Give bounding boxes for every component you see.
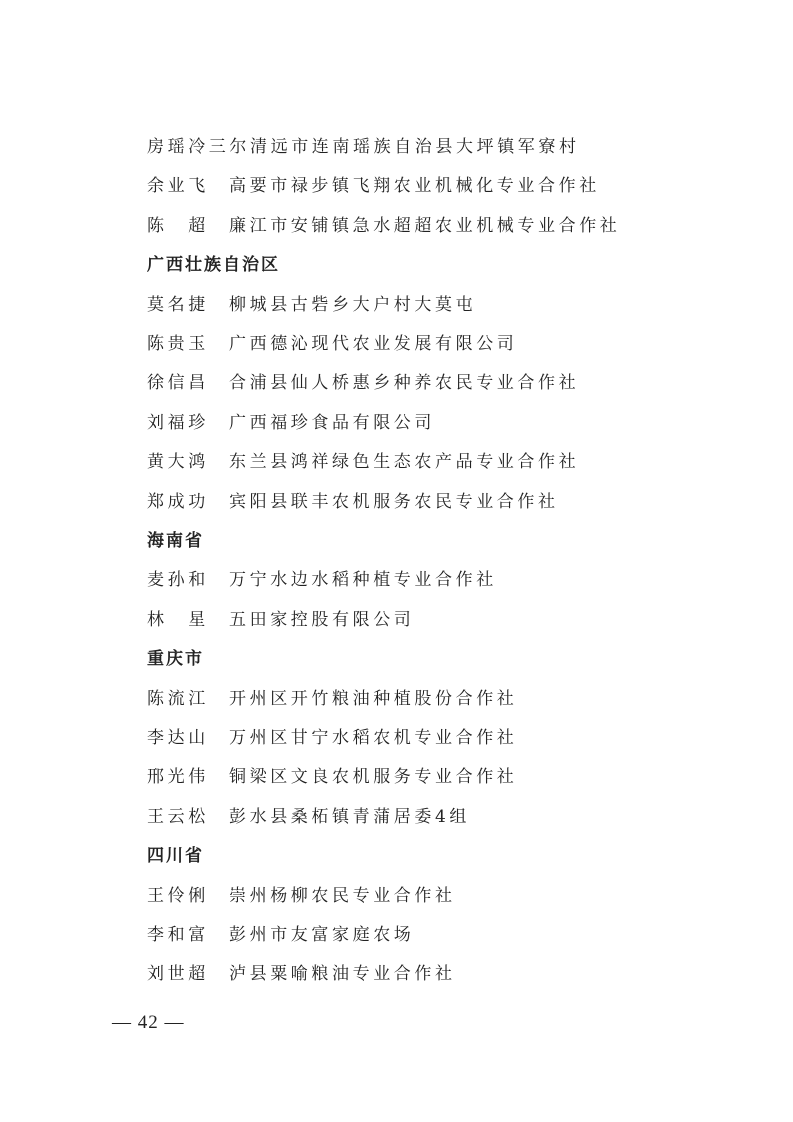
list-item	[147, 568, 497, 592]
organization-name: 合浦县仙人桥惠乡种养农民专业合作社	[229, 373, 580, 394]
list-item	[147, 450, 580, 474]
region-heading	[147, 253, 280, 277]
region-heading-text: 海南省	[147, 531, 204, 551]
list-item	[147, 608, 415, 632]
region-heading-text: 广西壮族自治区	[147, 255, 280, 276]
list-item	[147, 135, 580, 159]
organization-name: 广西福珍食品有限公司	[229, 412, 435, 433]
organization-name: 宾阳县联丰农机服务农民专业合作社	[229, 491, 559, 512]
person-name: 王伶俐	[147, 885, 209, 906]
list-item	[147, 411, 435, 435]
person-name: 邢光伟	[147, 767, 209, 788]
organization-name: 东兰县鸿祥绿色生态农产品专业合作社	[229, 452, 580, 473]
person-name: 房瑶冷三尔	[147, 137, 250, 157]
organization-name: 清远市连南瑶族自治县大坪镇军寮村	[250, 137, 580, 157]
person-name: 郑成功	[147, 491, 209, 512]
organization-name: 崇州杨柳农民专业合作社	[229, 885, 456, 906]
organization-name: 五田家控股有限公司	[229, 609, 415, 630]
list-item	[147, 765, 518, 789]
person-name: 陈 超	[147, 215, 209, 236]
region-heading	[147, 647, 204, 671]
person-name: 徐信昌	[147, 373, 209, 394]
person-name: 刘世超	[147, 964, 209, 985]
list-item	[147, 805, 471, 829]
region-heading-text: 重庆市	[147, 649, 204, 670]
organization-name: 铜梁区文良农机服务专业合作社	[229, 767, 518, 788]
organization-name: 彭水县桑柘镇青蒲居委4组	[229, 806, 471, 827]
region-heading-text: 四川省	[147, 846, 204, 867]
organization-name: 柳城县古砦乡大户村大莫屯	[229, 294, 477, 315]
organization-name: 万宁水边水稻种植专业合作社	[229, 570, 497, 591]
list-item	[147, 174, 600, 198]
list-item	[147, 332, 518, 356]
organization-name: 高要市禄步镇飞翔农业机械化专业合作社	[229, 176, 600, 197]
person-name: 黄大鸿	[147, 452, 209, 473]
list-item	[147, 293, 477, 317]
organization-name: 廉江市安铺镇急水超超农业机械专业合作社	[229, 215, 621, 236]
list-item	[147, 214, 621, 238]
list-item	[147, 490, 559, 514]
person-name: 林 星	[147, 609, 209, 630]
list-item	[147, 726, 518, 750]
list-item	[147, 687, 518, 711]
region-heading	[147, 844, 204, 868]
person-name: 陈贵玉	[147, 334, 209, 354]
person-name: 陈流江	[147, 688, 209, 709]
region-heading	[147, 529, 204, 553]
person-name: 余业飞	[147, 176, 209, 197]
organization-name: 广西德沁现代农业发展有限公司	[229, 334, 518, 354]
page-number: — 42 —	[112, 1012, 185, 1033]
list-item	[147, 884, 456, 908]
person-name: 麦孙和	[147, 570, 209, 591]
list-item	[147, 962, 456, 986]
person-name: 刘福珍	[147, 412, 209, 433]
person-name: 李达山	[147, 728, 209, 748]
list-item	[147, 371, 580, 395]
organization-name: 万州区甘宁水稻农机专业合作社	[229, 728, 518, 748]
person-name: 莫名捷	[147, 294, 209, 315]
organization-name: 彭州市友富家庭农场	[229, 925, 415, 945]
organization-name: 开州区开竹粮油种植股份合作社	[229, 688, 518, 709]
organization-name: 泸县粟喻粮油专业合作社	[229, 964, 456, 985]
person-name: 李和富	[147, 925, 209, 945]
list-item	[147, 923, 415, 947]
person-name: 王云松	[147, 806, 209, 827]
